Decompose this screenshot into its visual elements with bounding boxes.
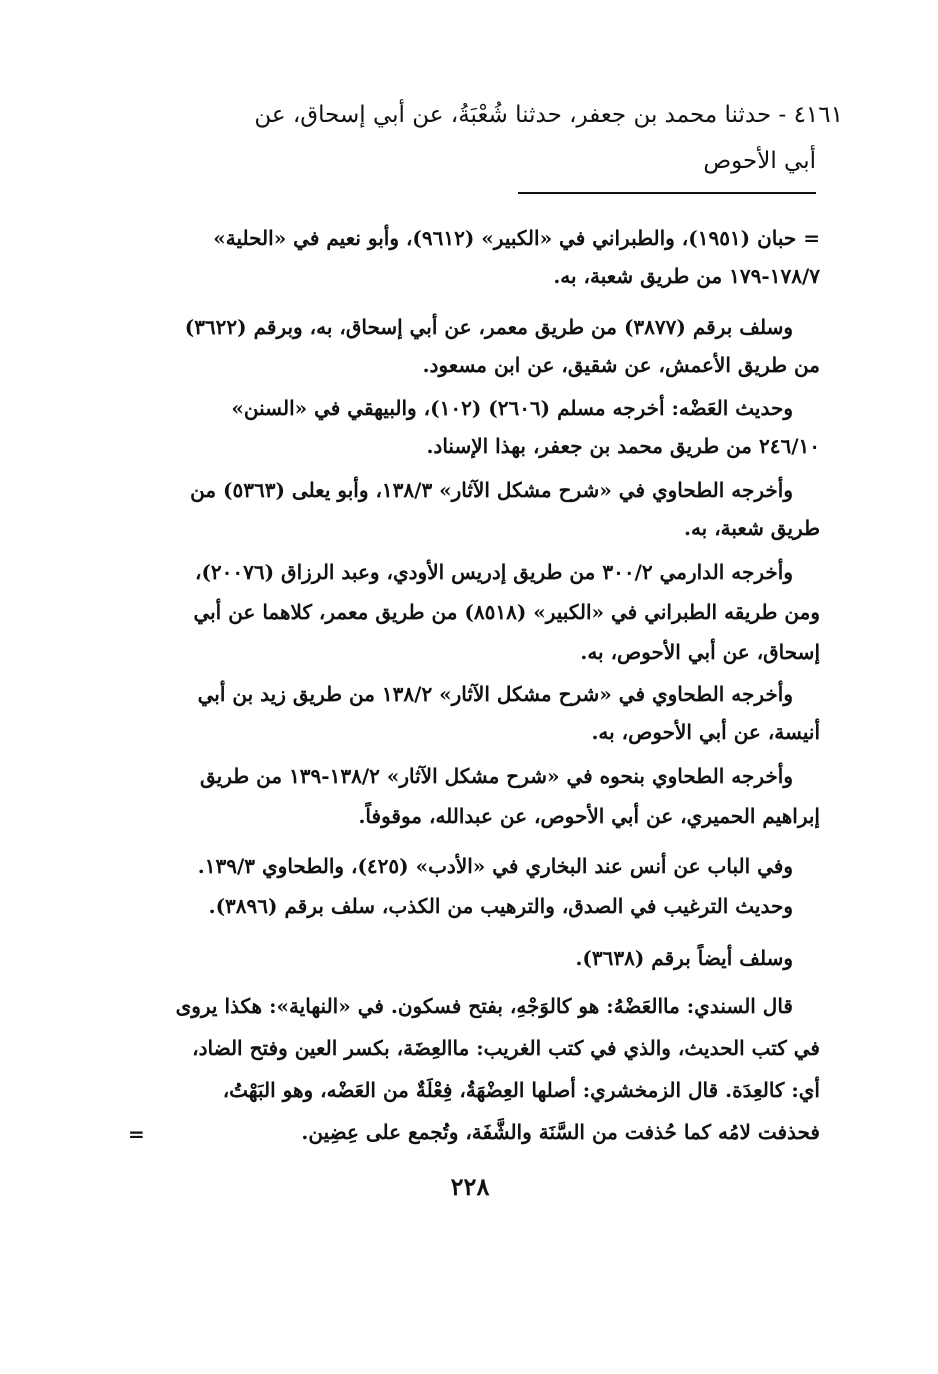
footnote-line: وفي الباب عن أنس عند البخاري في «الأدب» (٤٢٥)، والطحاوي ١٣٩/٣. [197, 854, 793, 878]
footnote-line: وأخرجه الطحاوي في «شرح مشكل الآثار» ١٣٨/٢ من طريق زيد بن أبي [197, 682, 793, 706]
footnote-line: وحديث الترغيب في الصدق، والترهيب من الكذب، سلف برقم (٣٨٩٦). [208, 894, 793, 918]
footnote-line: أنيسة، عن أبي الأحوص، به. [591, 720, 820, 744]
footnote-line: وأخرجه الدارمي ٣٠٠/٢ من طريق إدريس الأودي، وعبد الرزاق (٢٠٠٧٦)، [194, 560, 793, 584]
continuation-mark: = [128, 1122, 145, 1146]
footnote-line: وسلف برقم (٣٨٧٧) من طريق معمر، عن أبي إسحاق، به، وبرقم (٣٦٢٢) [184, 315, 793, 339]
footnote-separator [518, 192, 816, 194]
page-number: ٢٢٨ [450, 1172, 490, 1201]
footnote-line: وأخرجه الطحاوي في «شرح مشكل الآثار» ١٣٨/٣، وأبو يعلى (٥٣٦٣) من [190, 478, 793, 502]
footnote-line: إبراهيم الحميري، عن أبي الأحوص، عن عبدالله، موقوفاً. [358, 804, 820, 828]
footnote-line: وحديث العَضْه: أخرجه مسلم (٢٦٠٦) (١٠٢)، والبيهقي في «السنن» [231, 396, 793, 420]
footnote-line: قال السندي: ماالعَضْهُ: هو كالوَجْهِ، بفتح فسكون. في «النهاية»: هكذا يروى [175, 994, 793, 1018]
footnote-line: أي: كالعِدَة. قال الزمخشري: أصلها العِضْهَةُ، فِعْلَةٌ من العَضْه، وهو البَهْتُ، [222, 1078, 820, 1102]
footnote-line: وأخرجه الطحاوي بنحوه في «شرح مشكل الآثار» ١٣٨/٢-١٣٩ من طريق [200, 764, 793, 788]
footnote-line: وسلف أيضاً برقم (٣٦٣٨). [575, 946, 793, 970]
footnote-line: طريق شعبة، به. [684, 516, 820, 540]
footnote-line: ومن طريقه الطبراني في «الكبير» (٨٥١٨) من طريق معمر، كلاهما عن أبي [193, 600, 820, 624]
footnote-line: فحذفت لامُه كما حُذفت من السَّنَة والشَّفَة، وتُجمع على عِضِين. [301, 1120, 820, 1144]
footnote-line: = حبان (١٩٥١)، والطبراني في «الكبير» (٩٦١٢)، وأبو نعيم في «الحلية» [213, 226, 820, 250]
footnote-line: في كتب الحديث، والذي في كتب الغريب: ماالعِضَة، بكسر العين وفتح الضاد، [192, 1036, 820, 1060]
footnote-line: ٢٤٦/١٠ من طريق محمد بن جعفر، بهذا الإسناد. [426, 434, 820, 458]
footnote-line: إسحاق، عن أبي الأحوص، به. [580, 640, 820, 664]
footnote-line: ١٧٨/٧-١٧٩ من طريق شعبة، به. [553, 264, 820, 288]
footnote-line: من طريق الأعمش، عن شقيق، عن ابن مسعود. [422, 353, 820, 377]
hadith-line-2: أبي الأحوص [703, 148, 816, 174]
hadith-line-1: ٤١٦١ - حدثنا محمد بن جعفر، حدثنا شُعْبَةُ، عن أبي إسحاق، عن [254, 102, 843, 128]
